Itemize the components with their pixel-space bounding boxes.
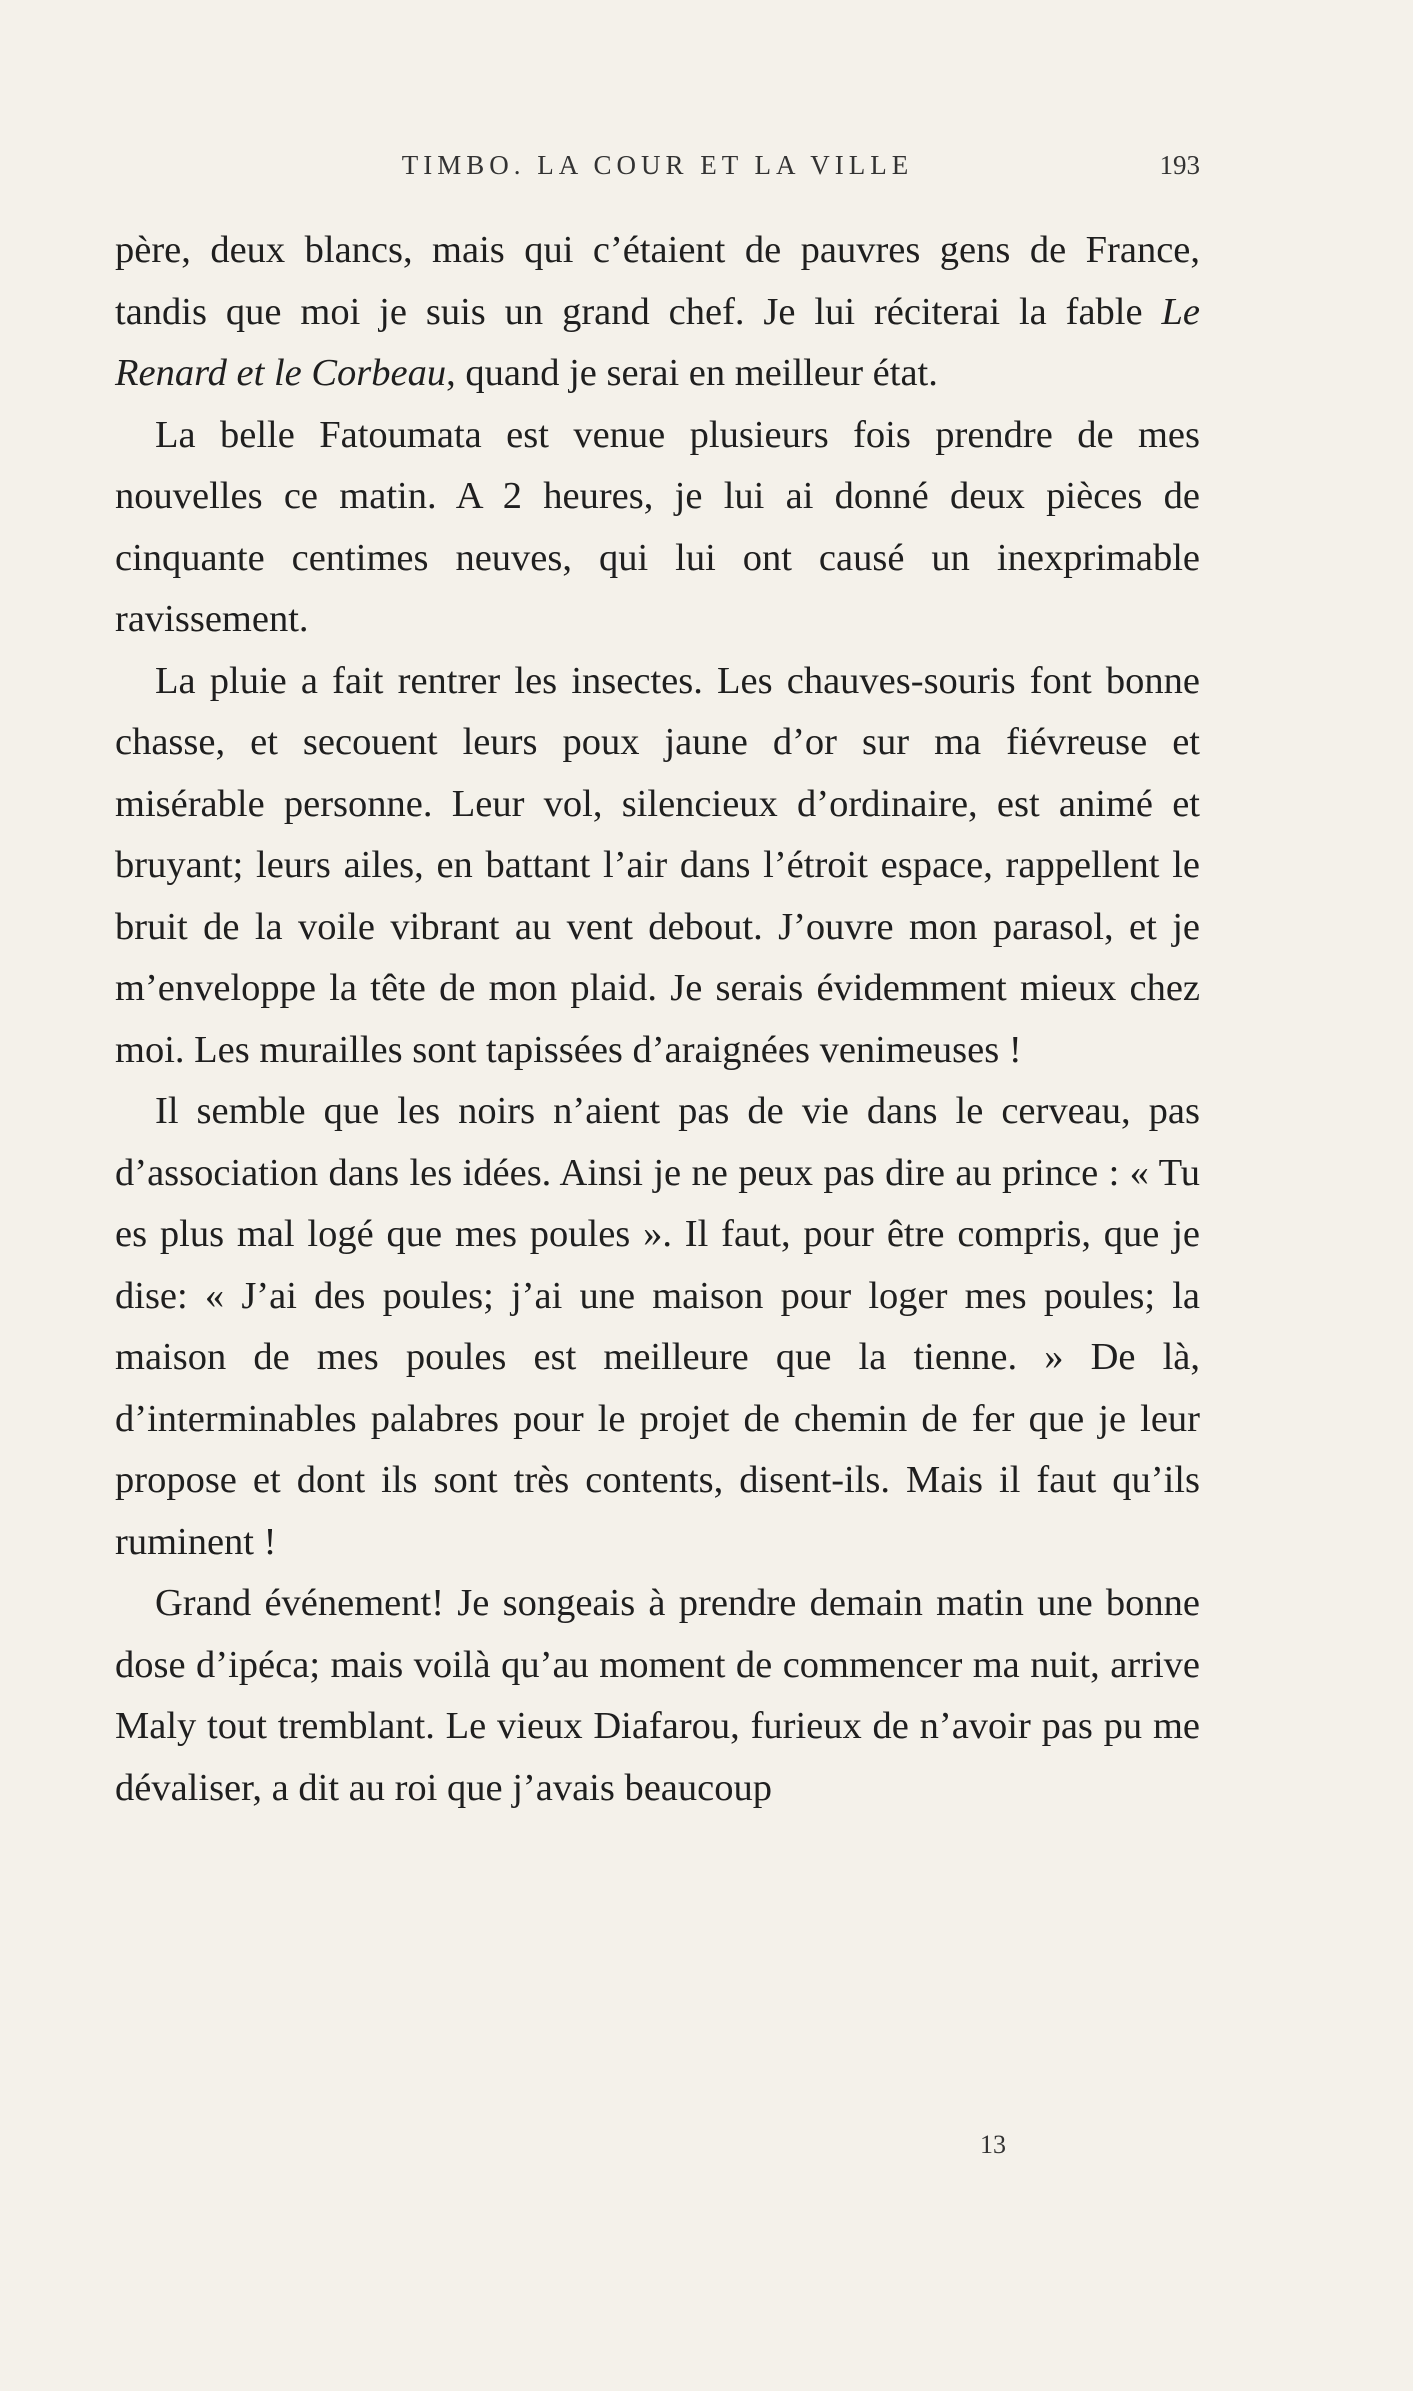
paragraph-1-text-before: père, deux blancs, mais qui c’étaient de pauvres gens de France, tandis que moi je suis un grand chef. Je lui réciterai la fable xyxy=(115,229,1200,333)
page-header xyxy=(115,150,1200,190)
paragraph-3: La pluie a fait rentrer les insectes. Les chauves-souris font bonne chasse, et secouent leurs poux jaune d’or sur ma fiévreuse et misérable personne. Leur vol, silencieux d’ordinaire, est animé et bruyant; leurs ailes, en battant l’air dans l’étroit espace, rappellent le bruit de la voile vibrant au vent debout. J’ouvre mon parasol, et je m’enveloppe la tête de mon plaid. Je serais évidemment mieux chez moi. Les murailles sont tapissées d’araignées venimeuses ! xyxy=(115,659,1200,1071)
page-number: 193 xyxy=(1159,150,1200,180)
paragraph-1-text-after: , quand je serai en meilleur état. xyxy=(446,352,938,394)
paragraph-4: Il semble que les noirs n’aient pas de vie dans le cerveau, pas d’association dans les idées. Ainsi je ne peux pas dire au prince : « Tu es plus mal logé que mes poules ». Il faut, pour être compris, que je dise: « J’ai des poules; j’ai une maison pour loger mes poules; la maison de mes poules est meilleure que la tienne. » De là, d’interminables palabres pour le projet de chemin de fer que je leur propose et dont ils sont très contents, disent-ils. Mais il faut qu’ils ruminent ! xyxy=(115,1090,1200,1563)
signature-mark: 13 xyxy=(980,2130,1006,2159)
paragraph-1 xyxy=(115,220,1200,405)
running-head: TIMBO. LA COUR ET LA VILLE xyxy=(401,150,914,180)
body-text xyxy=(115,220,1200,1819)
paragraph-5: Grand événement! Je songeais à prendre demain matin une bonne dose d’ipéca; mais voilà qu’au moment de commencer ma nuit, arrive Maly tout tremblant. Le vieux Diafarou, furieux de n’avoir pas pu me dévaliser, a dit au roi que j’avais beaucoup xyxy=(115,1582,1200,1809)
fable-title: Le Renard et le Corbeau xyxy=(115,290,1200,394)
paragraph-2: La belle Fatoumata est venue plusieurs fois prendre de mes nouvelles ce matin. A 2 heures, je lui ai donné deux pièces de cinquante centimes neuves, qui lui ont causé un inexprimable ravissement. xyxy=(115,413,1200,640)
